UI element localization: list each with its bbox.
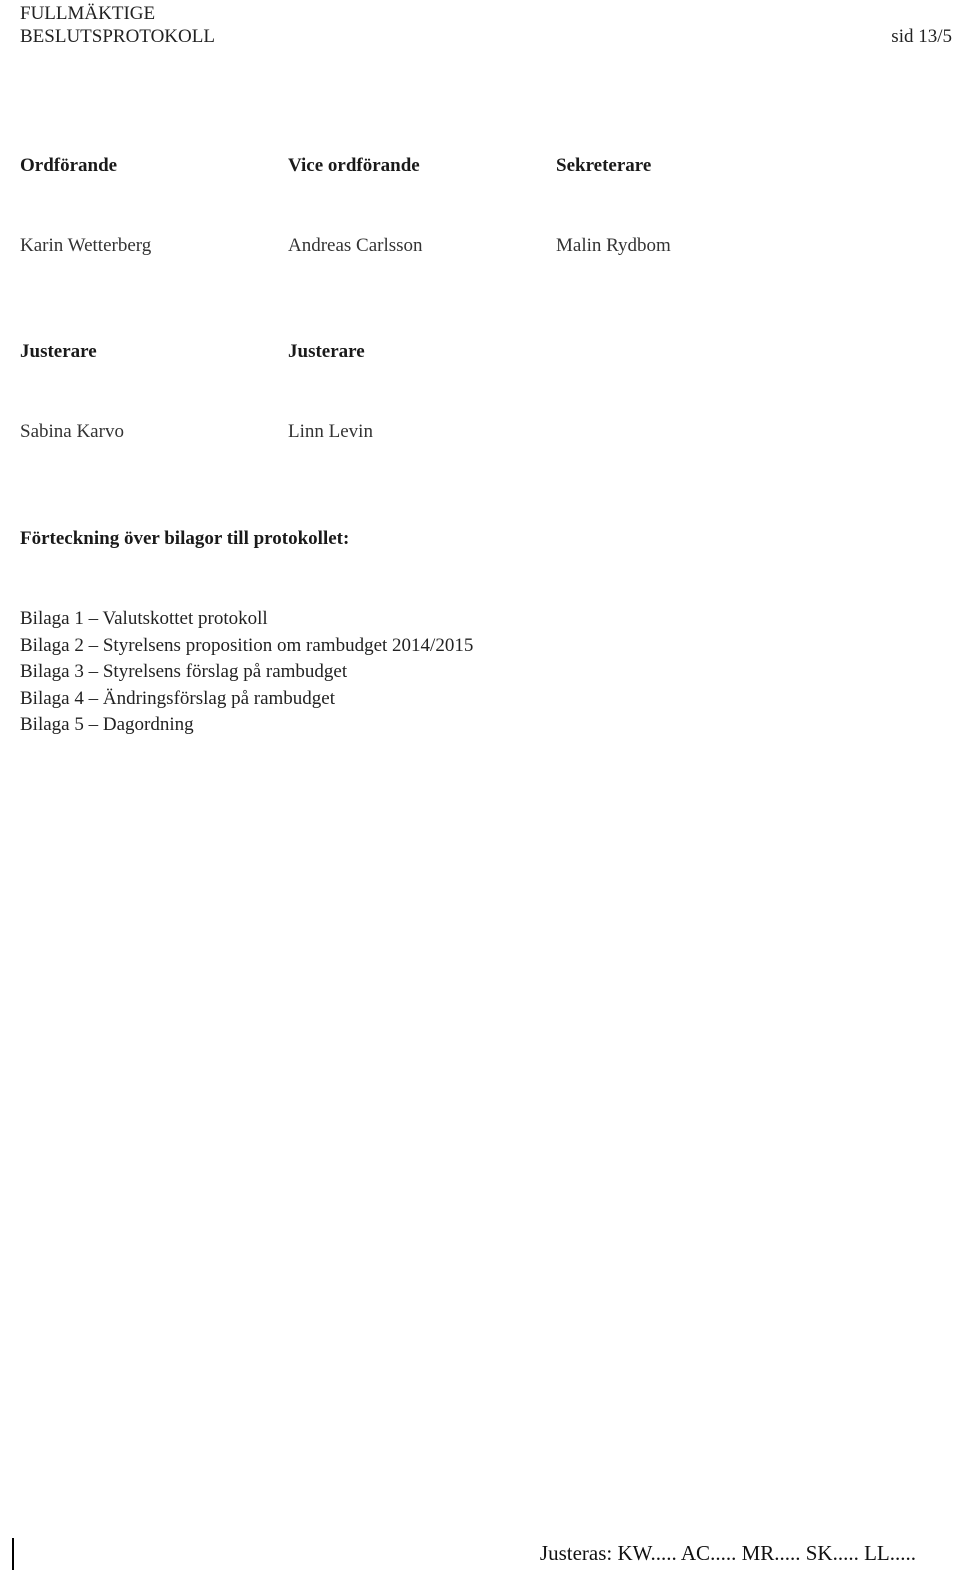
role-secretary: Sekreterare bbox=[556, 155, 652, 176]
role-vice-chair: Vice ordförande bbox=[288, 155, 420, 176]
document-header bbox=[20, 2, 215, 48]
footer-initials: Justeras: KW..... AC..... MR..... SK..... LL..... bbox=[539, 1541, 916, 1565]
attachment-item: Bilaga 1 – Valutskottet protokoll bbox=[20, 608, 268, 629]
attachments-title: Förteckning över bilagor till protokollet: bbox=[20, 528, 350, 549]
name-adjuster-2: Linn Levin bbox=[288, 421, 373, 442]
role-adjuster-1: Justerare bbox=[20, 341, 97, 362]
name-chair: Karin Wetterberg bbox=[20, 235, 152, 256]
attachments-list bbox=[20, 606, 473, 739]
footer-margin-bar bbox=[12, 1538, 14, 1570]
role-chair: Ordförande bbox=[20, 155, 118, 176]
attachment-item: Bilaga 2 – Styrelsens proposition om rambudget 2014/2015 bbox=[20, 634, 474, 656]
name-secretary: Malin Rydbom bbox=[556, 235, 671, 256]
attachment-item: Bilaga 5 – Dagordning bbox=[20, 714, 194, 735]
attachment-item: Bilaga 3 – Styrelsens förslag på rambudget bbox=[20, 661, 348, 682]
name-vice-chair: Andreas Carlsson bbox=[288, 235, 423, 256]
header-subtitle: BESLUTSPROTOKOLL bbox=[20, 26, 215, 47]
role-adjuster-2: Justerare bbox=[288, 341, 365, 362]
page-number: sid 13/5 bbox=[891, 26, 952, 47]
header-title: FULLMÄKTIGE bbox=[20, 3, 156, 24]
attachment-item: Bilaga 4 – Ändringsförslag på rambudget bbox=[20, 687, 336, 709]
name-adjuster-1: Sabina Karvo bbox=[20, 421, 124, 442]
